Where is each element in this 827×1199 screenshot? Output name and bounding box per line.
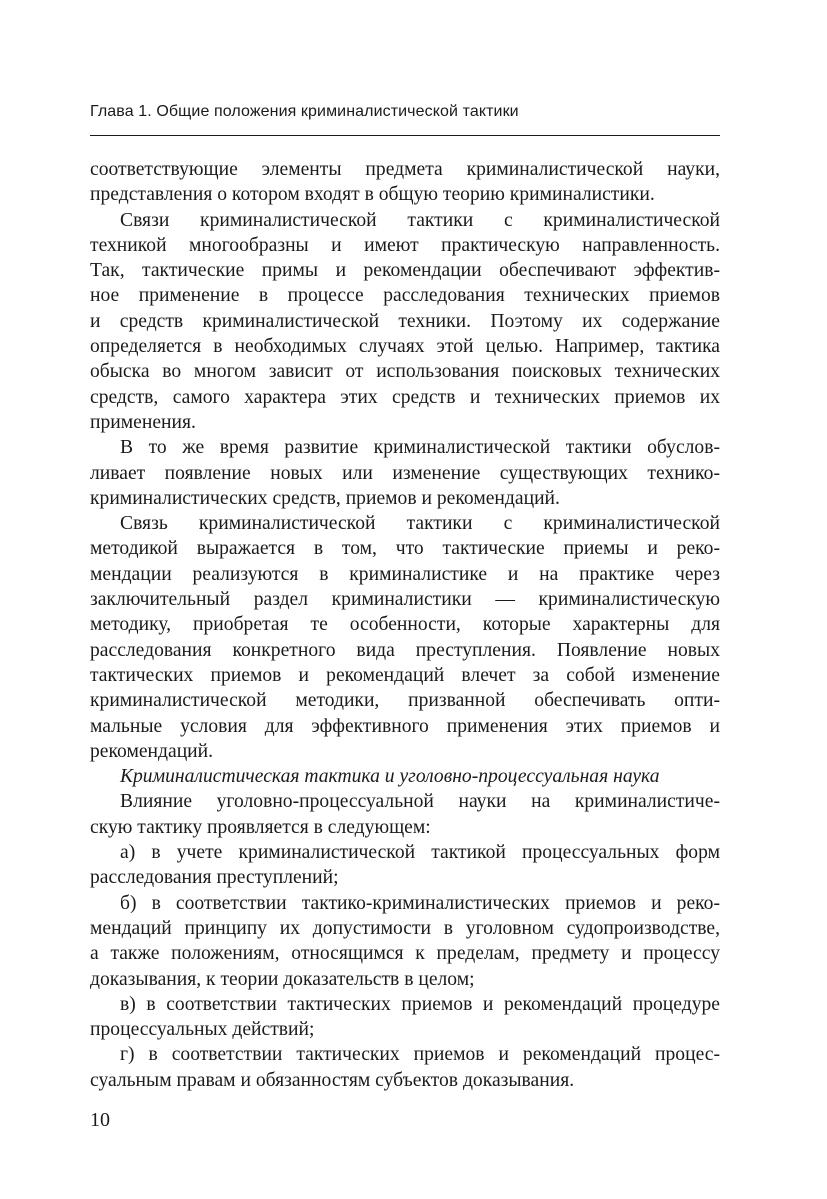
text-line: б) в соответствии тактико-криминалистических приемов и реко- <box>120 892 720 914</box>
text-line: тактических приемов и рекомендаций влечет за собой изменение <box>90 664 720 686</box>
page-number: 10 <box>90 1109 110 1131</box>
text-line: а) в учете криминалистической тактикой процессуальных форм <box>120 842 720 864</box>
list-item <box>90 891 720 992</box>
paragraph <box>90 789 720 840</box>
text-line: Влияние уголовно-процессуальной науки на криминалистиче- <box>120 791 720 813</box>
text-line: криминалистической методики, призванной обеспечивать опти- <box>90 690 720 712</box>
section-subheading <box>90 764 720 789</box>
running-header: Глава 1. Общие положения криминалистической тактики <box>90 103 519 120</box>
paragraph <box>90 511 720 764</box>
text-line: определяется в необходимых случаях этой целью. Например, тактика <box>90 336 720 358</box>
text-line: техникой многообразны и имеют практическую направленность. <box>90 234 720 256</box>
text-line: расследования преступлений; <box>90 867 339 889</box>
text-line: представления о котором входят в общую теорию криминалистики. <box>90 184 655 206</box>
text-line: ливает появление новых или изменение существующих технико- <box>90 462 720 484</box>
list-item <box>90 992 720 1043</box>
text-line: мендации реализуются в криминалистике и на практике через <box>90 563 720 585</box>
text-line: мендаций принципу их допустимости в уголовном судопроизводстве, <box>90 917 720 939</box>
text-line: криминалистических средств, приемов и рекомендаций. <box>90 487 560 509</box>
text-line: доказывания, к теории доказательств в целом; <box>90 968 475 990</box>
text-line: мальные условия для эффективного применения этих приемов и <box>90 715 720 737</box>
text-line: Связи криминалистической тактики с криминалистической <box>120 209 720 231</box>
paragraph <box>90 435 720 511</box>
text-line: заключительный раздел криминалистики — криминалистическую <box>90 589 720 611</box>
text-line: обыска во многом зависит от использования поисковых технических <box>90 361 720 383</box>
text-line: Криминалистическая тактика и уголовно-процессуальная наука <box>120 766 660 788</box>
text-line: методикой выражается в том, что тактические приемы и реко- <box>90 538 720 560</box>
text-line: рекомендаций. <box>90 740 214 762</box>
text-line: методику, приобретая те особенности, которые характерны для <box>90 614 720 636</box>
header-divider <box>90 135 720 136</box>
text-line: ное применение в процессе расследования технических приемов <box>90 285 720 307</box>
text-line: средств, самого характера этих средств и технических приемов их <box>90 386 720 408</box>
text-line: и средств криминалистической техники. Поэтому их содержание <box>90 310 720 332</box>
text-line: суальным правам и обязанностям субъектов доказывания. <box>90 1069 575 1091</box>
text-line: скую тактику проявляется в следующем: <box>90 816 431 838</box>
text-line: в) в соответствии тактических приемов и рекомендаций процедуре <box>120 993 720 1015</box>
paragraph <box>90 157 720 208</box>
text-line: Так, тактические примы и рекомендации обеспечивают эффектив- <box>90 260 720 282</box>
list-item <box>90 840 720 891</box>
main-text <box>90 157 720 1093</box>
paragraph <box>90 208 720 436</box>
text-line: Связь криминалистической тактики с криминалистической <box>120 513 720 535</box>
text-line: процессуальных действий; <box>90 1019 315 1041</box>
text-line: соответствующие элементы предмета криминалистической науки, <box>90 159 720 180</box>
text-line: применения. <box>90 411 196 433</box>
text-line: а также положениям, относящимся к пределам, предмету и процессу <box>90 943 720 965</box>
list-item <box>90 1042 720 1093</box>
text-line: В то же время развитие криминалистической тактики обуслов- <box>120 437 720 459</box>
text-line: расследования конкретного вида преступления. Появление новых <box>90 639 720 661</box>
text-line: г) в соответствии тактических приемов и рекомендаций процес- <box>120 1044 720 1066</box>
